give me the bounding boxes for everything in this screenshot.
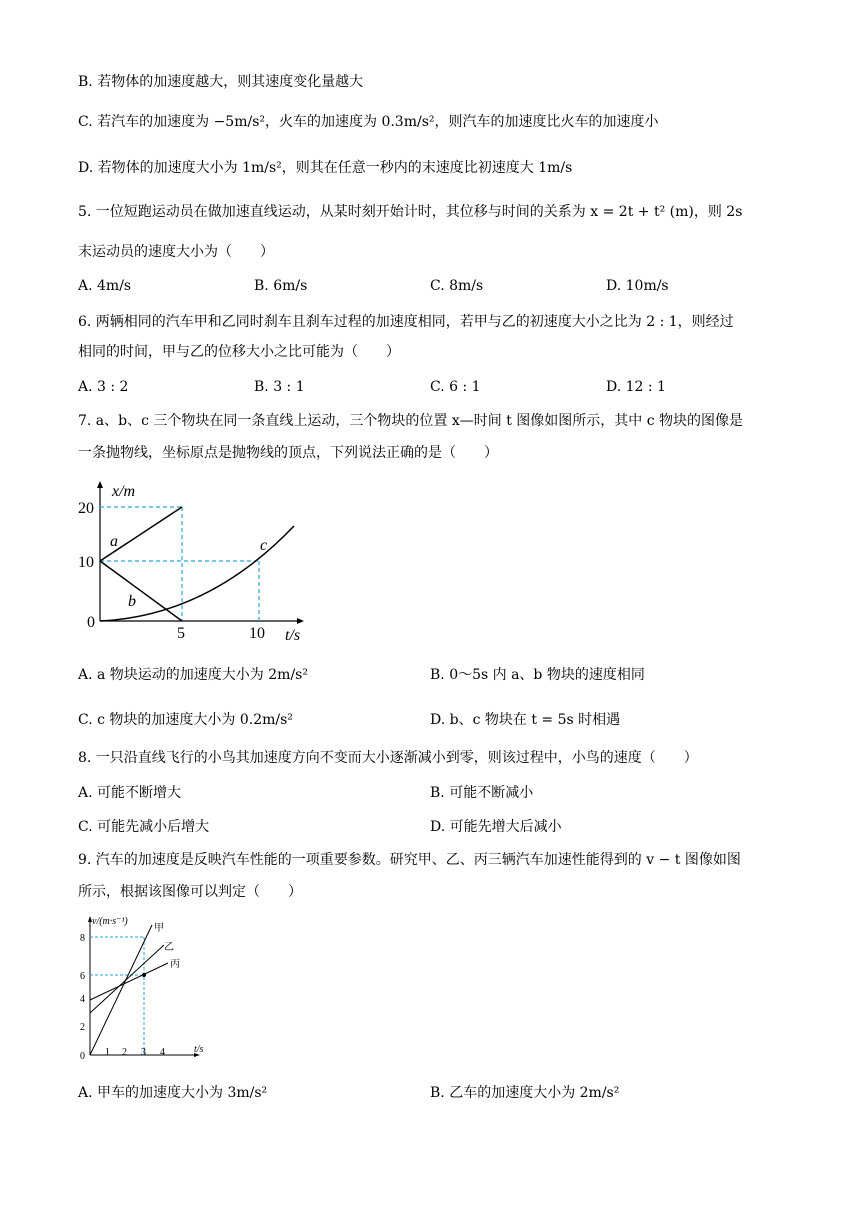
q9-velocity-time-graph <box>76 912 216 1062</box>
q5-stem-line2: 末运动员的速度大小为（ ） <box>78 244 274 260</box>
q9-ytick-2: 2 <box>80 1022 85 1033</box>
q6-stem-line1: 6. 两辆相同的汽车甲和乙同时刹车且刹车过程的加速度相同，若甲与乙的初速度大小之比为 2 : 1，则经过 <box>78 314 734 330</box>
q9-label-bing: 丙 <box>170 959 180 970</box>
q9-intersection-point <box>142 973 146 977</box>
q7-ytick-20: 20 <box>78 500 94 517</box>
q7-option-a: A. a 物块运动的加速度大小为 2m/s² <box>78 667 308 683</box>
q5-stem-line1: 5. 一位短跑运动员在做加速直线运动，从某时刻开始计时，其位移与时间的关系为 x = 2t + t² (m)，则 2s <box>78 204 743 220</box>
q9-ytick-6: 6 <box>80 971 85 982</box>
q8-option-a: A. 可能不断增大 <box>78 785 182 801</box>
q9-xtick-4: 4 <box>160 1047 165 1058</box>
q4-option-c: C. 若汽车的加速度为 −5m/s²，火车的加速度为 0.3m/s²，则汽车的加速度比火车的加速度小 <box>78 114 659 130</box>
q9-line-bing <box>90 963 168 1000</box>
q7-option-d: D. b、c 物块在 t = 5s 时相遇 <box>430 712 621 728</box>
q7-ytick-10: 10 <box>78 554 94 571</box>
q5-option-c: C. 8m/s <box>430 278 484 294</box>
q7-option-c: C. c 物块的加速度大小为 0.2m/s² <box>78 712 293 728</box>
q9-xlabel: t/s <box>194 1044 204 1055</box>
q7-line-b <box>100 561 182 621</box>
q4-option-b: B. 若物体的加速度越大，则其速度变化量越大 <box>78 74 364 90</box>
q9-xtick-3: 3 <box>141 1047 146 1058</box>
q7-stem-line2: 一条抛物线，坐标原点是抛物线的顶点，下列说法正确的是（ ） <box>78 445 498 461</box>
q9-xtick-1: 1 <box>105 1047 110 1058</box>
q9-label-yi: 乙 <box>164 942 174 953</box>
q7-ylabel: x/m <box>112 483 136 500</box>
q5-option-d: D. 10m/s <box>606 278 669 294</box>
q9-label-jia: 甲 <box>154 923 164 934</box>
q9-line-yi <box>90 945 164 1013</box>
q7-label-a: a <box>110 533 118 550</box>
q6-option-b: B. 3 : 1 <box>254 379 305 395</box>
q8-option-d: D. 可能先增大后减小 <box>430 819 562 835</box>
q7-option-b: B. 0～5s 内 a、b 物块的速度相同 <box>430 667 645 683</box>
q9-xtick-2: 2 <box>122 1047 127 1058</box>
q9-ytick-0: 0 <box>80 1051 85 1062</box>
q7-xtick-10: 10 <box>249 625 265 642</box>
q7-xlabel: t/s <box>285 627 301 644</box>
q7-y-arrow-icon <box>97 481 103 488</box>
q9-stem-line1: 9. 汽车的加速度是反映汽车性能的一项重要参数。研究甲、乙、丙三辆汽车加速性能得到的 v − t 图像如图 <box>78 852 741 868</box>
q9-option-b: B. 乙车的加速度大小为 2m/s² <box>430 1085 620 1101</box>
q6-stem-line2: 相同的时间，甲与乙的位移大小之比可能为（ ） <box>78 344 400 360</box>
q9-ylabel: v/(m·s⁻¹) <box>92 916 128 927</box>
q6-option-a: A. 3 : 2 <box>78 379 129 395</box>
q8-option-c: C. 可能先减小后增大 <box>78 819 210 835</box>
q8-stem: 8. 一只沿直线飞行的小鸟其加速度方向不变而大小逐渐减小到零，则该过程中，小鸟的速度（ ） <box>78 750 698 766</box>
q7-label-b: b <box>128 593 136 610</box>
q5-option-a: A. 4m/s <box>78 278 132 294</box>
q6-option-d: D. 12 : 1 <box>606 379 666 395</box>
q7-position-time-graph <box>78 478 308 648</box>
q7-xtick-5: 5 <box>177 625 185 642</box>
q7-stem-line1: 7. a、b、c 三个物块在同一条直线上运动，三个物块的位置 x—时间 t 图像如图所示，其中 c 物块的图像是 <box>78 413 744 429</box>
q9-option-a: A. 甲车的加速度大小为 3m/s² <box>78 1085 268 1101</box>
q7-x-arrow-icon <box>297 618 304 624</box>
q9-line-jia <box>90 925 152 1055</box>
q9-ytick-4: 4 <box>80 994 85 1005</box>
q9-ytick-8: 8 <box>80 933 85 944</box>
q4-option-d: D. 若物体的加速度大小为 1m/s²，则其在任意一秒内的末速度比初速度大 1m/s <box>78 160 573 176</box>
q7-label-c: c <box>260 537 268 554</box>
q7-ytick-0: 0 <box>87 614 95 631</box>
q8-option-b: B. 可能不断减小 <box>430 785 534 801</box>
q6-option-c: C. 6 : 1 <box>430 379 481 395</box>
q9-stem-line2: 所示，根据该图像可以判定（ ） <box>78 884 302 900</box>
q5-option-b: B. 6m/s <box>254 278 308 294</box>
